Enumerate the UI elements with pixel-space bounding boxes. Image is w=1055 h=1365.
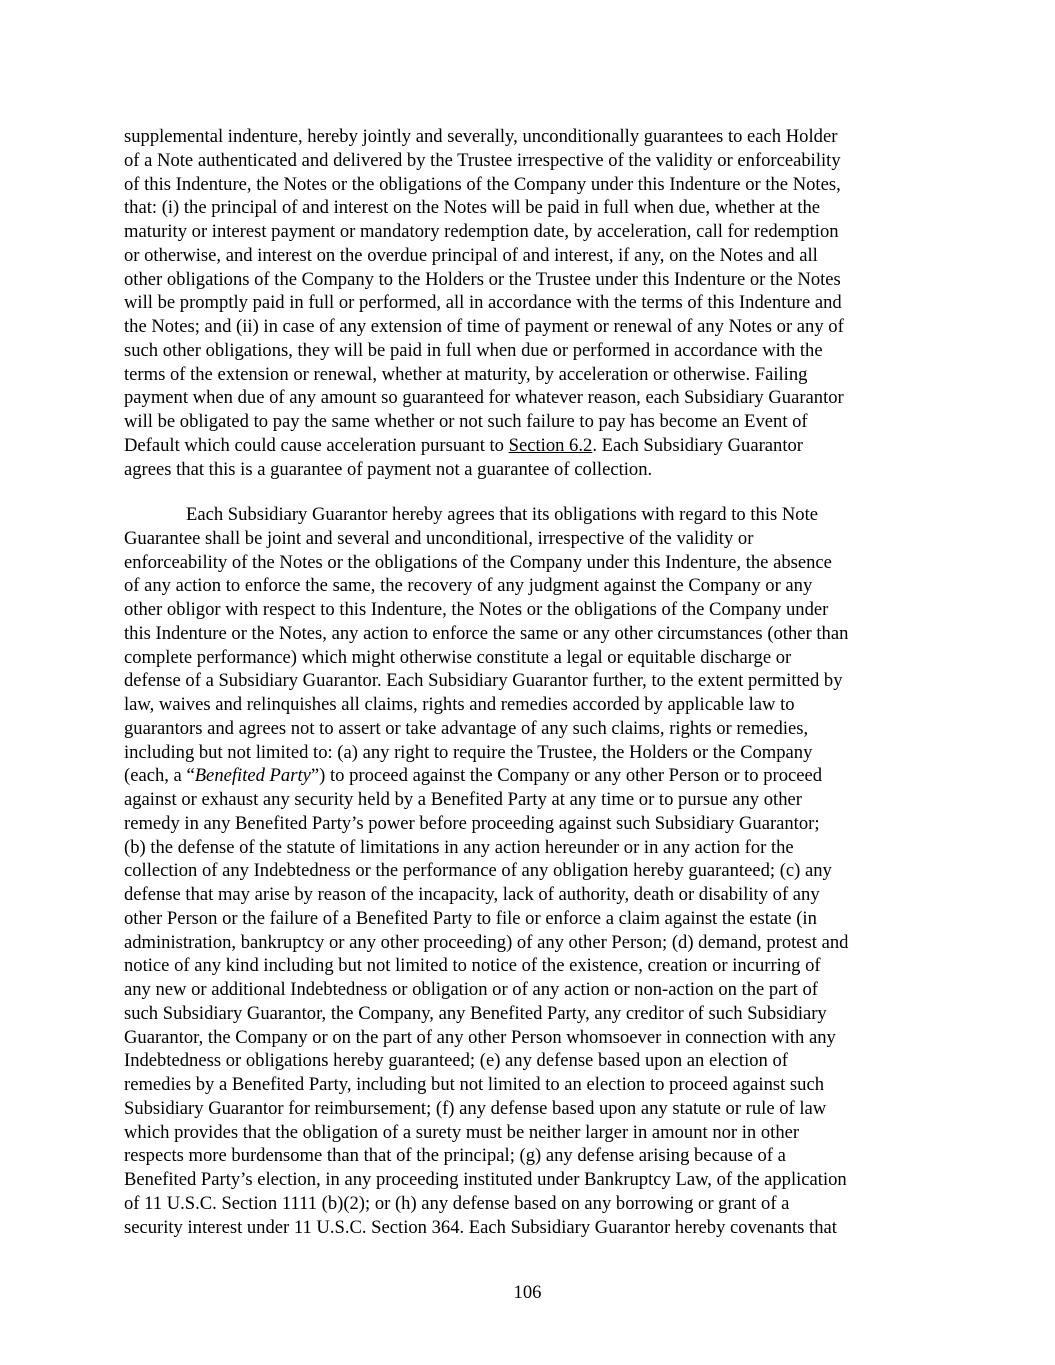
text-line: that: (i) the principal of and interest on the Notes will be paid in full when due, whether at the [124, 197, 821, 219]
text-line: complete performance) which might otherwise constitute a legal or equitable discharge or [124, 646, 792, 668]
page-number: 106 [513, 1282, 542, 1303]
text-line: Guarantee shall be joint and several and unconditional, irrespective of the validity or [124, 527, 754, 549]
text-line: maturity or interest payment or mandatory redemption date, by acceleration, call for redemption [124, 221, 839, 242]
text-line: of a Note authenticated and delivered by the Trustee irrespective of the validity or enforceability [124, 149, 841, 171]
text-segment: Default which could cause acceleration pursuant to [124, 434, 509, 456]
text-line: respects more burdensome than that of the principal; (g) any defense arising because of a [124, 1145, 786, 1167]
text-line: supplemental indenture, hereby jointly and severally, unconditionally guarantees to each Holder [124, 126, 838, 147]
text-line: this Indenture or the Notes, any action to enforce the same or any other circumstances (other than [124, 622, 849, 644]
text-line: enforceability of the Notes or the obligations of the Company under this Indenture, the absence [124, 551, 832, 573]
text-line: such Subsidiary Guarantor, the Company, any Benefited Party, any creditor of such Subsidiary [124, 1002, 827, 1024]
text-segment: ”) to proceed against the Company or any other Person or to proceed [310, 765, 823, 787]
text-line [124, 764, 939, 788]
text-line: guarantors and agrees not to assert or take advantage of any such claims, rights or remedies, [124, 717, 809, 739]
paragraph-1 [124, 125, 939, 481]
text-line: Each Subsidiary Guarantor hereby agrees that its obligations with regard to this Note [186, 504, 819, 525]
text-line: other obligor with respect to this Indenture, the Notes or the obligations of the Company under [124, 599, 829, 620]
text-line: other obligations of the Company to the Holders or the Trustee under this Indenture or the Notes [124, 268, 841, 290]
text-line: law, waives and relinquishes all claims, rights and remedies accorded by applicable law to [124, 694, 795, 715]
text-line: or otherwise, and interest on the overdue principal of and interest, if any, on the Notes and all [124, 244, 818, 266]
text-line: remedies by a Benefited Party, including but not limited to an election to proceed against such [124, 1074, 824, 1095]
text-line: of 11 U.S.C. Section 1111 (b)(2); or (h) any defense based on any borrowing or grant of a [124, 1192, 790, 1214]
text-line: defense of a Subsidiary Guarantor. Each Subsidiary Guarantor further, to the extent permitted by [124, 670, 843, 692]
text-line: any new or additional Indebtedness or obligation or of any action or non-action on the part of [124, 979, 818, 1000]
text-line: agrees that this is a guarantee of payment not a guarantee of collection. [124, 458, 653, 480]
text-line: including but not limited to: (a) any right to require the Trustee, the Holders or the Company [124, 741, 813, 763]
text-line: administration, bankruptcy or any other proceeding) of any other Person; (d) demand, protest and [124, 931, 849, 953]
text-line: which provides that the obligation of a surety must be neither larger in amount nor in other [124, 1121, 800, 1143]
text-line: terms of the extension or renewal, whether at maturity, by acceleration or otherwise. Failing [124, 363, 808, 385]
text-line: the Notes; and (ii) in case of any extension of time of payment or renewal of any Notes or any of [124, 316, 844, 337]
text-line: Guarantor, the Company or on the part of any other Person whomsoever in connection with any [124, 1026, 836, 1048]
text-line: remedy in any Benefited Party’s power before proceeding against such Subsidiary Guarantor; [124, 812, 820, 834]
text-line: such other obligations, they will be paid in full when due or performed in accordance with the [124, 339, 823, 361]
text-line: of this Indenture, the Notes or the obligations of the Company under this Indenture or the Notes, [124, 173, 841, 195]
text-line: Indebtedness or obligations hereby guaranteed; (e) any defense based upon an election of [124, 1050, 788, 1072]
text-line: Benefited Party’s election, in any proceeding instituted under Bankruptcy Law, of the application [124, 1169, 847, 1190]
text-line: security interest under 11 U.S.C. Section 364. Each Subsidiary Guarantor hereby covenants that [124, 1216, 837, 1238]
text-line: collection of any Indebtedness or the performance of any obligation hereby guaranteed; (c) any [124, 860, 832, 882]
text-line: payment when due of any amount so guaranteed for whatever reason, each Subsidiary Guarantor [124, 387, 844, 409]
section-reference: Section 6.2 [508, 434, 593, 456]
text-line: notice of any kind including but not limited to notice of the existence, creation or incurring of [124, 955, 821, 977]
text-segment: . Each Subsidiary Guarantor [592, 434, 803, 456]
text-line [124, 434, 939, 458]
text-line: of any action to enforce the same, the recovery of any judgment against the Company or any [124, 575, 813, 597]
text-segment: (each, a “ [124, 765, 195, 787]
paragraph-2 [124, 503, 939, 1239]
text-line: defense that may arise by reason of the incapacity, lack of authority, death or disability of any [124, 884, 820, 905]
text-line: (b) the defense of the statute of limitations in any action hereunder or in any action for the [124, 836, 794, 858]
text-line: will be promptly paid in full or performed, all in accordance with the terms of this Indenture and [124, 292, 842, 314]
text-line: against or exhaust any security held by a Benefited Party at any time or to pursue any other [124, 789, 802, 810]
text-line: Subsidiary Guarantor for reimbursement; (f) any defense based upon any statute or rule of law [124, 1097, 827, 1119]
text-line: other Person or the failure of a Benefited Party to file or enforce a claim against the estate (in [124, 907, 817, 929]
text-line: will be obligated to pay the same whether or not such failure to pay has become an Event of [124, 411, 808, 432]
defined-term: Benefited Party [194, 765, 311, 787]
